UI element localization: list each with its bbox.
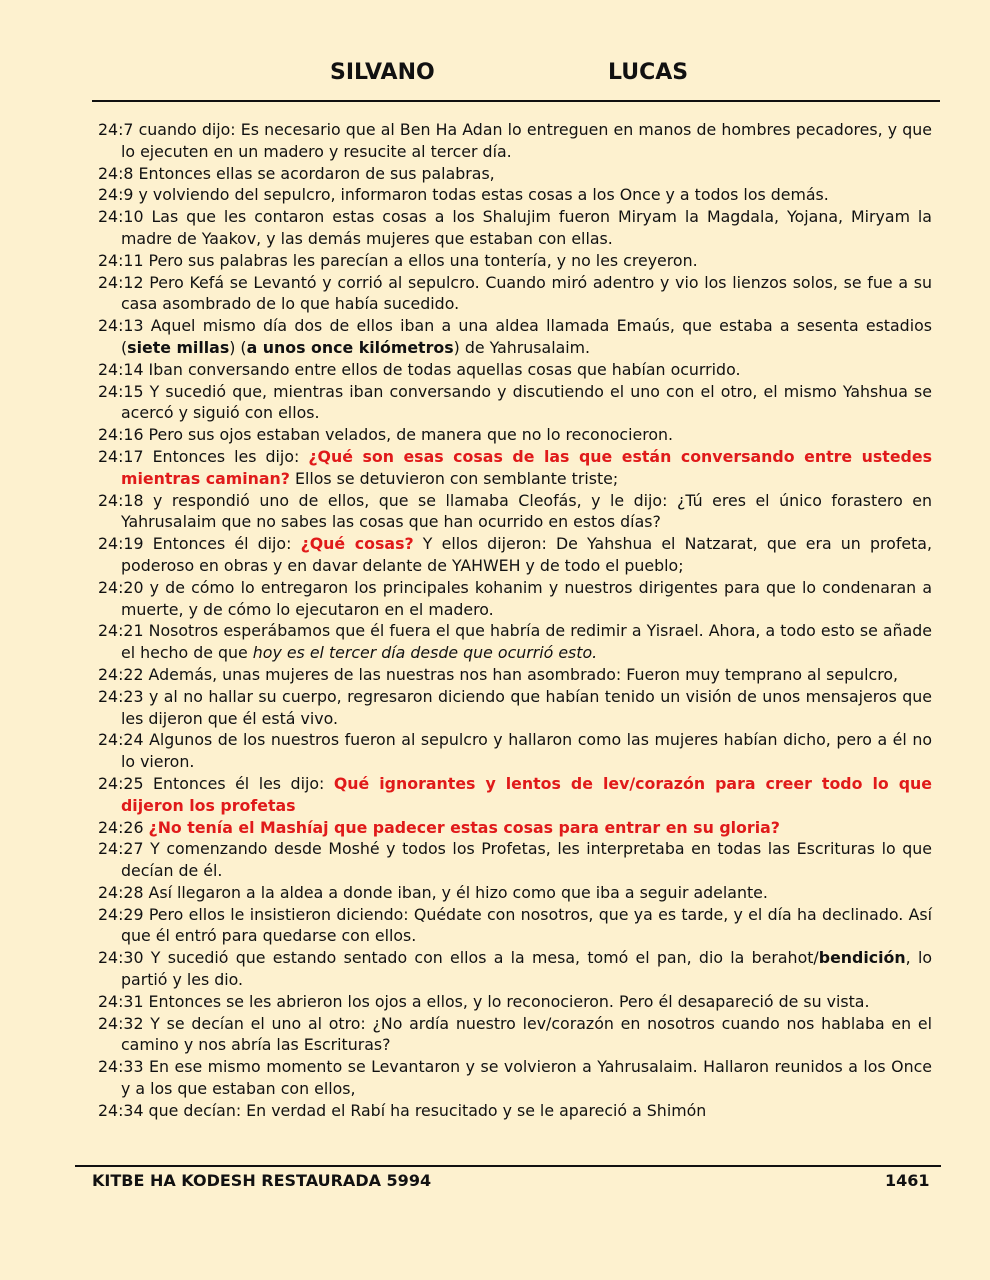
verse: 24:20 y de cómo lo entregaron los principales kohanim y nuestros dirigentes para que lo condenaran a muerte, y de cómo lo ejecutaron en el madero. xyxy=(98,577,932,619)
quote-red: ¿No tenía el Mashíaj que padecer estas cosas para entrar en su gloria? xyxy=(148,817,780,837)
verse: 24:33 En ese mismo momento se Levantaron y se volvieron a Yahrusalaim. Hallaron reunidos a los Once y a los que estaban con ellos, xyxy=(98,1057,932,1099)
verse: 24:12 Pero Kefá se Levantó y corrió al sepulcro. Cuando miró adentro y vio los lienzos solos, se fue a su casa asombrado de lo que había sucedido. xyxy=(98,272,932,314)
header-divider xyxy=(92,100,940,102)
verse: 24:21 Nosotros esperábamos que él fuera el que habría de redimir a Yisrael. Ahora, a todo esto se añade el hecho de que hoy es el tercer día desde que ocurrió esto. xyxy=(98,621,932,663)
verse: 24:10 Las que les contaron estas cosas a los Shalujim fueron Miryam la Magdala, Yojana, Miryam la madre de Yaakov, y las demás mujeres que estaban con ellas. xyxy=(98,207,932,248)
header-author: SILVANO xyxy=(330,60,435,85)
quote-red: Qué ignorantes y lentos de lev/corazón para creer todo lo que dijeron los profetas xyxy=(121,773,932,815)
verse: 24:28 Así llegaron a la aldea a donde iban, y él hizo como que iba a seguir adelante. xyxy=(98,882,768,902)
bold-text: bendición xyxy=(818,948,906,968)
italic-text: hoy es el tercer día desde que ocurrió esto. xyxy=(252,643,598,663)
verse: 24:31 Entonces se les abrieron los ojos a ellos, y lo reconocieron. Pero él desapareció de su vista. xyxy=(98,991,870,1011)
verse: 24:9 y volviendo del sepulcro, informaron todas estas cosas a los Once y a todos los demás. xyxy=(98,185,829,205)
verse: 24:23 y al no hallar su cuerpo, regresaron diciendo que habían tenido un visión de unos mensajeros que les dijeron que él está vivo. xyxy=(98,686,932,728)
verse: 24:32 Y se decían el uno al otro: ¿No ardía nuestro lev/corazón en nosotros cuando nos hablaba en el camino y nos abría las Escrituras? xyxy=(98,1013,932,1055)
footer-divider xyxy=(75,1165,941,1167)
verse: 24:34 que decían: En verdad el Rabí ha resucitado y se le apareció a Shimón xyxy=(98,1100,707,1120)
page-footer xyxy=(0,1171,990,1197)
verse: 24:17 Entonces les dijo: ¿Qué son esas cosas de las que están conversando entre ustedes mientras caminan? Ellos se detuvieron con semblante triste; xyxy=(98,446,932,488)
header-book: LUCAS xyxy=(608,60,689,85)
verse: 24:25 Entonces él les dijo: Qué ignorantes y lentos de lev/corazón para creer todo lo que dijeron los profetas xyxy=(98,773,932,815)
verse: 24:7 cuando dijo: Es necesario que al Ben Ha Adan lo entreguen en manos de hombres pecadores, y que lo ejecuten en un madero y resucite al tercer día. xyxy=(98,120,932,161)
verse: 24:11 Pero sus palabras les parecían a ellos una tontería, y no les creyeron. xyxy=(98,250,698,270)
verse: 24:24 Algunos de los nuestros fueron al sepulcro y hallaron como las mujeres habían dicho, pero a él no lo vieron. xyxy=(98,730,932,772)
quote-red: ¿Qué son esas cosas de las que están conversando entre ustedes mientras caminan? xyxy=(121,446,932,488)
verse: 24:22 Además, unas mujeres de las nuestras nos han asombrado: Fueron muy temprano al sepulcro, xyxy=(98,664,899,684)
bold-text: a unos once kilómetros xyxy=(246,337,454,357)
verse: 24:19 Entonces él dijo: ¿Qué cosas? Y ellos dijeron: De Yahshua el Natzarat, que era un profeta, poderoso en obras y en davar delante de YAHWEH y de todo el pueblo; xyxy=(98,534,932,575)
verse: 24:27 Y comenzando desde Moshé y todos los Profetas, les interpretaba en todas las Escrituras lo que decían de él. xyxy=(98,839,932,881)
verse: 24:30 Y sucedió que estando sentado con ellos a la mesa, tomó el pan, dio la berahot/bendición, lo partió y les dio. xyxy=(98,948,932,990)
bold-text: siete millas xyxy=(127,337,230,357)
verse: 24:14 Iban conversando entre ellos de todas aquellas cosas que habían ocurrido. xyxy=(98,359,741,379)
verse: 24:15 Y sucedió que, mientras iban conversando y discutiendo el uno con el otro, el mismo Yahshua se acercó y siguió con ellos. xyxy=(98,381,932,423)
verse: 24:16 Pero sus ojos estaban velados, de manera que no lo reconocieron. xyxy=(98,425,674,445)
verse: 24:8 Entonces ellas se acordaron de sus palabras, xyxy=(98,163,495,183)
verse-list xyxy=(98,119,932,1122)
verse: 24:26 ¿No tenía el Mashíaj que padecer estas cosas para entrar en su gloria? xyxy=(98,817,780,837)
verse: 24:18 y respondió uno de ellos, que se llamaba Cleofás, y le dijo: ¿Tú eres el único forastero en Yahrusalaim que no sabes las cosas que han ocurrido en estos días? xyxy=(98,490,932,532)
footer-title: KITBE HA KODESH RESTAURADA 5994 xyxy=(92,1171,432,1190)
verse: 24:29 Pero ellos le insistieron diciendo: Quédate con nosotros, que ya es tarde, y el día ha declinado. Así que él entró para quedarse con ellos. xyxy=(98,904,932,946)
page-number: 1461 xyxy=(885,1171,930,1190)
quote-red: ¿Qué cosas? xyxy=(300,534,414,554)
verse: 24:13 Aquel mismo día dos de ellos iban a una aldea llamada Emaús, que estaba a sesenta estadios (siete millas) (a unos once kilómetros) de Yahrusalaim. xyxy=(98,316,932,357)
page-header xyxy=(0,60,990,90)
